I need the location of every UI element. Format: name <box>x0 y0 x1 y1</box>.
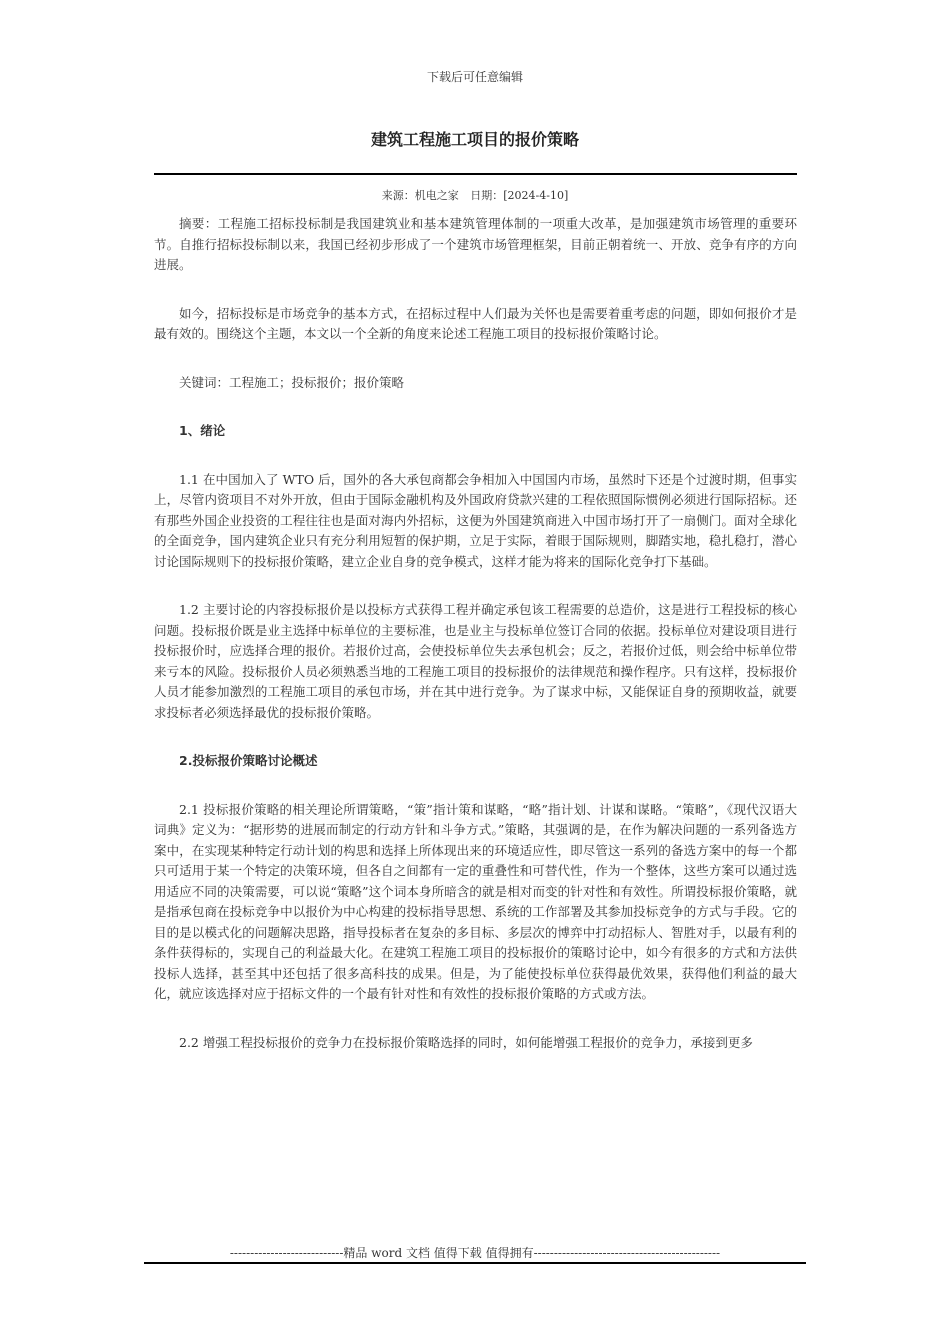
footer-note: ----------------------------精品 word 文档 值得下载 值得拥有---------------------------------------------- <box>229 1246 721 1260</box>
keywords-paragraph: 关键词：工程施工；投标报价；报价策略 <box>179 374 405 390</box>
paragraph-2-1: 2.1 投标报价策略的相关理论所谓策略，“策”指计策和谋略，“略”指计划、计谋和谋略。“策略”，《现代汉语大词典》定义为：“据形势的进展而制定的行动方针和斗争方式。”策略，其强调的是，在作为解决问题的一系列备选方案中，在实现某种特定行动计划的构思和选择上所体现出来的环境适应性，即尽管这一系列的备选方案中的每一个都只可适用于某一个特定的决策环境，但各自之间都有一定的重叠性和可替代性，作为一个整体，这些方案可以通过选用适应不同的决策需要，可以说“策略”这个词本身所暗含的就是相对而变的针对性和有效性。所谓投标报价策略，就是指承包商在投标竞争中以报价为中心构建的投标指导思想、系统的工作部署及其参加投标竞争的方式与手段。它的目的是以模式化的问题解决思路，指导投标者在复杂的多目标、多层次的博弈中打动招标人、智胜对手，以最有利的条件获得标的，实现自己的利益最大化。在建筑工程施工项目的投标报价的策略讨论中，如今有很多的方式和方法供投标人选择，甚至其中还包括了很多高科技的成果。但是，为了能使投标单位获得最优效果，获得他们利益的最大化，就应该选择对应于招标文件的一个最有针对性和有效性的投标报价策略的方式或方法。 <box>154 801 797 1001</box>
source-label: 来源：机电之家 <box>381 189 459 202</box>
document-title: 建筑工程施工项目的报价策略 <box>370 130 579 149</box>
section-heading-2: 2.投标报价策略讨论概述 <box>179 753 318 768</box>
header-note: 下载后可任意编辑 <box>426 70 523 84</box>
abstract-paragraph: 摘要：工程施工招标投标制是我国建筑业和基本建筑管理体制的一项重大改革，是加强建筑市场管理的重要环节。自推行招标投标制以来，我国已经初步形成了一个建筑市场管理框架，目前正朝着统一、开放、竞争有序的方向进展。 <box>154 216 797 272</box>
section-heading-1: 1、绪论 <box>179 423 226 438</box>
date-label: 日期：[2024-4-10] <box>470 189 569 202</box>
footer-divider <box>144 1262 806 1264</box>
paragraph-1-2: 1.2 主要讨论的内容投标报价是以投标方式获得工程并确定承包该工程需要的总造价，这是进行工程投标的核心问题。投标报价既是业主选择中标单位的主要标准，也是业主与投标单位签订合同的依据。投标单位对建设项目进行投标报价时，应选择合理的报价。若报价过高，会使投标单位失去承包机会；反之，若报价过低，则会给中标单位带来亏本的风险。投标报价人员必须熟悉当地的工程施工项目的投标报价的法律规范和操作程序。只有这样，投标报价人员才能参加激烈的工程施工项目的承包市场，并在其中进行竞争。为了谋求中标，又能保证自身的预期收益，就要求投标者必须选择最优的投标报价策略。 <box>154 602 797 720</box>
intro-paragraph: 如今，招标投标是市场竞争的基本方式，在招标过程中人们最为关怀也是需要着重考虑的问题，即如何报价才是最有效的。围绕这个主题，本文以一个全新的角度来论述工程施工项目的投标报价策略讨论。 <box>154 305 797 341</box>
source-meta <box>0 187 950 203</box>
article-body <box>154 214 797 1081</box>
paragraph-1-1: 1.1 在中国加入了 WTO 后，国外的各大承包商都会争相加入中国国内市场，虽然时下还是个过渡时期，但事实上，尽管内资项目不对外开放，但由于国际金融机构及外国政府贷款兴建的工程依照国际惯例必须进行国际招标。还有那些外国企业投资的工程往往也是面对海内外招标，这便为外国建筑商进入中国市场打开了一扇侧门。面对全球化的全面竞争，国内建筑企业只有充分利用短暂的保护期，立足于实际，着眼于国际规则，脚踏实地，稳扎稳打，潜心讨论国际规则下的投标报价策略，建立企业自身的竞争模式，这样才能为将来的国际化竞争打下基础。 <box>154 471 797 569</box>
title-divider <box>154 173 797 175</box>
paragraph-2-2: 2.2 增强工程投标报价的竞争力在投标报价策略选择的同时，如何能增强工程报价的竞争力，承接到更多 <box>179 1034 753 1050</box>
